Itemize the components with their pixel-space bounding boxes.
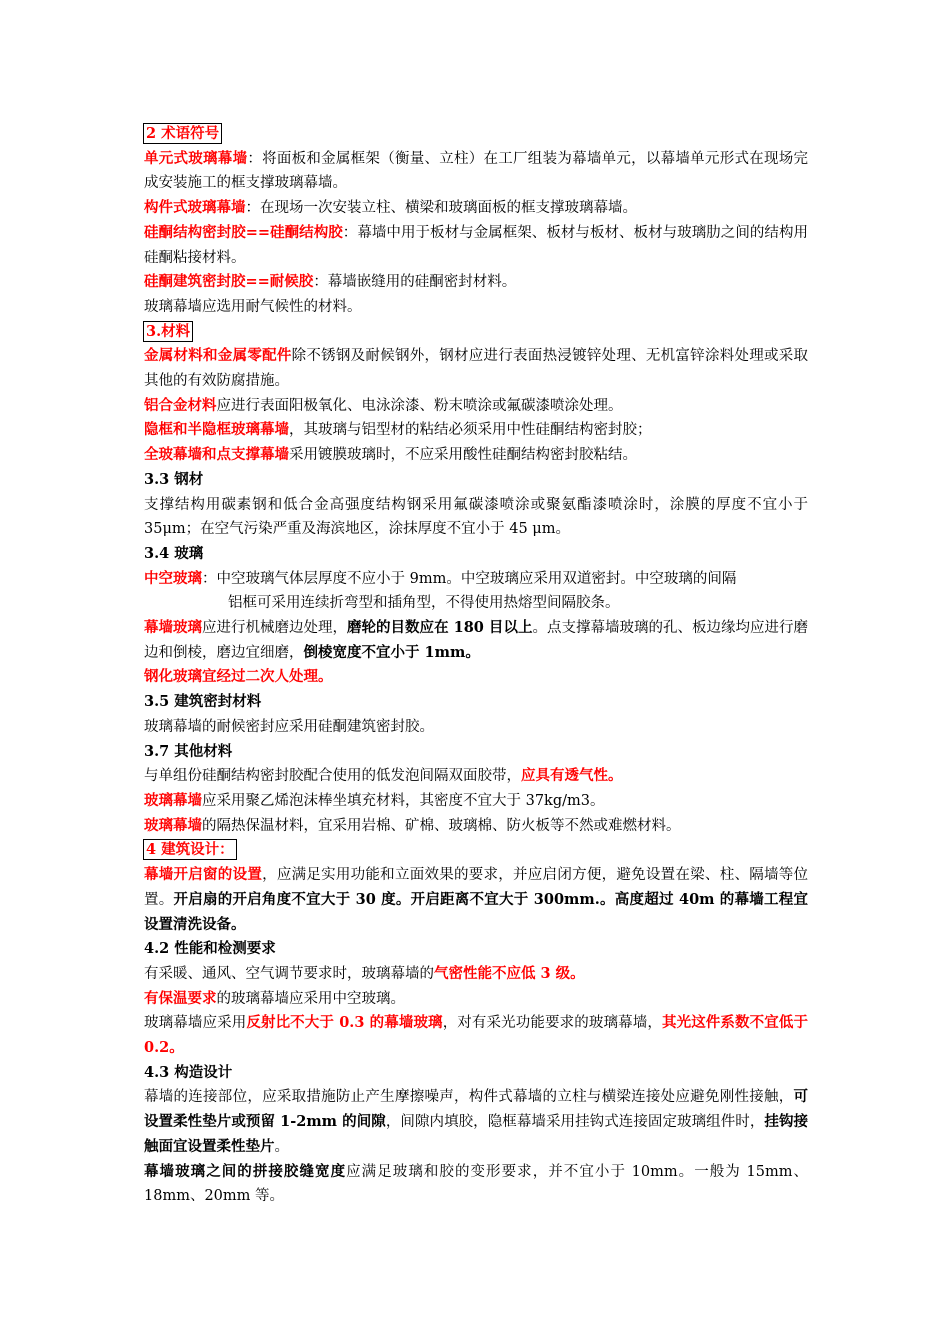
paragraph-material-requirement: 玻璃幕墙应选用耐气候性的材料。 (144, 298, 362, 315)
paragraph-airtightness: 有采暖、通风、空气调节要求时，玻璃幕墙的气密性能不应低 3 级。 (144, 964, 585, 982)
heading-4-2: 4.2 性能和检测要求 (144, 940, 276, 958)
paragraph-curtain-glass: 幕墙玻璃应进行机械磨边处理，磨轮的目数应在 180 目以上。点支撑幕墙玻璃的孔、板边缘均应进行磨边和倒棱，磨边宜细磨，倒棱宽度不宜小于 1mm。 (144, 619, 809, 661)
paragraph-full-glass: 全玻幕墙和点支撑幕墙采用镀膜玻璃时，不应采用酸性硅酮结构密封胶粘结。 (144, 446, 637, 464)
heading-3-3: 3.3 钢材 (144, 470, 204, 488)
term-weather-sealant: 硅酮建筑密封胶==耐候胶：幕墙嵌缝用的硅酮密封材料。 (144, 273, 517, 291)
paragraph-connections: 幕墙的连接部位，应采取措施防止产生摩擦噪声，构件式幕墙的立柱与横梁连接处应避免刚性接触，可设置柔性垫片或预留 1-2mm 的间隙，间隙内填胶，隐框幕墙采用挂钩式连接固定玻璃组件时，挂钩接触面宜设置柔性垫片。 (144, 1088, 809, 1155)
paragraph-tape: 与单组份硅酮结构密封胶配合使用的低发泡间隔双面胶带，应具有透气性。 (144, 767, 623, 785)
paragraph-joint-width: 幕墙玻璃之间的拼接胶缝宽度应满足玻璃和胶的变形要求，并不宜小于 10mm。一般为 15mm、18mm、20mm 等。 (144, 1162, 808, 1205)
term-stick-curtain-wall: 构件式玻璃幕墙：在现场一次安装立柱、横梁和玻璃面板的框支撑玻璃幕墙。 (144, 199, 637, 217)
paragraph-hidden-frame: 隐框和半隐框玻璃幕墙，其玻璃与铝型材的粘结必须采用中性硅酮结构密封胶； (144, 421, 652, 439)
paragraph-insulating-glass-cont: 铝框可采用连续折弯型和插角型，不得使用热熔型间隔胶条。 (228, 595, 620, 612)
paragraph-opening-windows: 幕墙开启窗的设置，应满足实用功能和立面效果的要求，并应启闭方便，避免设置在梁、柱、隔墙等位置。开启扇的开启角度不宜大于 30 度。开启距离不宜大于 300mm.。高度超过 40m 的幕墙工程宜设置清洗设备。 (144, 866, 809, 933)
paragraph-insulation: 玻璃幕墙的隔热保温材料，宜采用岩棉、矿棉、玻璃棉、防火板等不然或难燃材料。 (144, 816, 681, 834)
heading-4-3: 4.3 构造设计 (144, 1063, 233, 1081)
section-2-heading: 2 术语符号 (144, 122, 808, 147)
heading-3-4: 3.4 玻璃 (144, 544, 204, 562)
heading-3-5: 3.5 建筑密封材料 (144, 693, 262, 711)
paragraph-metal-materials: 金属材料和金属零配件除不锈钢及耐候钢外，钢材应进行表面热浸镀锌处理、无机富锌涂料处理或采取其他的有效防腐措施。 (144, 347, 809, 390)
paragraph-filler: 玻璃幕墙应采用聚乙烯泡沫棒坐填充材料，其密度不宜大于 37kg/m3。 (144, 791, 605, 809)
paragraph-reflectance: 玻璃幕墙应采用反射比不大于 0.3 的幕墙玻璃，对有采光功能要求的玻璃幕墙，其光这件系数不宜低于 0.2。 (144, 1014, 809, 1057)
heading-3-7: 3.7 其他材料 (144, 742, 233, 760)
term-unitized-curtain-wall: 单元式玻璃幕墙：将面板和金属框架（衡量、立柱）在工厂组装为幕墙单元，以幕墙单元形式在现场完成安装施工的框支撑玻璃幕墙。 (144, 149, 809, 192)
term-structural-sealant: 硅酮结构密封胶==硅酮结构胶：幕墙中用于板材与金属框架、板材与板材、板材与玻璃肋之间的结构用硅酮粘接材料。 (144, 223, 808, 266)
paragraph-steel: 支撑结构用碳素钢和低合金高强度结构钢采用氟碳漆喷涂或聚氨酯漆喷涂时，涂膜的厚度不宜小于 35μm；在空气污染严重及海滨地区，涂抹厚度不宜小于 45 μm。 (144, 496, 808, 538)
paragraph-insulating-glass: 中空玻璃：中空玻璃气体层厚度不应小于 9mm。中空玻璃应采用双道密封。中空玻璃的间隔 (144, 569, 737, 587)
paragraph-tempered-glass: 钢化玻璃宜经过二次人处理。 (144, 668, 333, 686)
section-4-heading: 4 建筑设计： (144, 838, 808, 863)
section-3-heading: 3.材料 (144, 320, 808, 345)
document-page (144, 122, 808, 1209)
paragraph-sealant: 玻璃幕墙的耐候密封应采用硅酮建筑密封胶。 (144, 718, 434, 735)
paragraph-aluminum: 铝合金材料应进行表面阳极氧化、电泳涂漆、粉末喷涂或氟碳漆喷涂处理。 (144, 396, 623, 414)
paragraph-insulation-req: 有保温要求的玻璃幕墙应采用中空玻璃。 (144, 989, 405, 1007)
